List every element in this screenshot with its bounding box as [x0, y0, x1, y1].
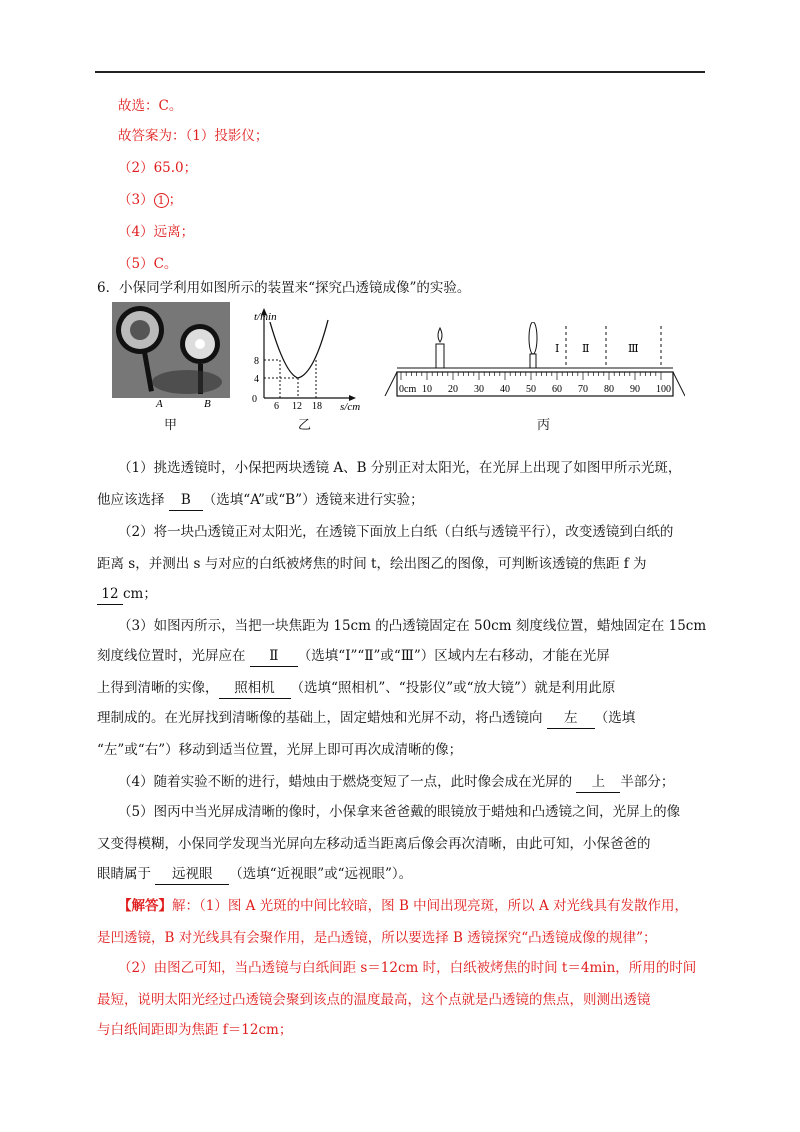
question-part	[97, 678, 615, 699]
ruler-label: 100	[656, 384, 671, 395]
yi-ytick: 4	[254, 374, 259, 385]
question-part	[97, 708, 635, 729]
question-part	[97, 490, 424, 511]
ruler-label: 60	[552, 384, 562, 395]
yi-xtick: 12	[292, 401, 302, 412]
yi-xtick: 18	[312, 401, 322, 412]
candle-icon	[436, 328, 444, 368]
answer-blank: 左	[547, 708, 595, 729]
question-part	[118, 772, 674, 793]
question-part: （5）图丙中当光屏成清晰的像时，小保拿来爸爸戴的眼镜放于蜡烛和凸透镜之间，光屏上的像	[118, 804, 681, 820]
yi-curve	[270, 320, 328, 378]
figure-jia	[112, 302, 230, 412]
answer-blank: 远视眼	[155, 864, 229, 885]
ruler-label: 40	[500, 384, 510, 395]
question-part	[97, 646, 610, 667]
question-text: 眼睛属于	[97, 866, 156, 882]
figure-caption-bing: 丙	[537, 418, 551, 433]
answer-line: （4）远离；	[118, 224, 195, 240]
question-text: 刻度线位置时，光屏应在	[97, 648, 250, 664]
solution-tag: 【解答】	[118, 898, 172, 914]
solution-line: （2）由图乙可知，当凸透镜与白纸间距 s＝12cm 时，白纸被烤焦的时间 t＝4min，所用的时间	[118, 960, 697, 976]
question-text: （选填“A”或“B”）透镜来进行实验；	[202, 492, 424, 508]
question-part: “左”或“右”）移动到适当位置，光屏上即可再次成清晰的像；	[97, 742, 463, 758]
answer-blank: B	[169, 490, 203, 511]
question-text: （选填“照相机”、“投影仪”或“放大镜”）就是利用此原	[290, 680, 616, 696]
convex-lens-icon	[529, 322, 537, 368]
answer-blank: 照相机	[219, 678, 291, 699]
circled-number: 1	[154, 193, 169, 208]
figure-caption-jia: 甲	[164, 418, 178, 433]
lens-label-a: A	[156, 398, 163, 410]
solution-line: 是凹透镜，B 对光线具有会聚作用，是凸透镜，所以要选择 B 透镜探究“凸透镜成像的规律”；	[97, 930, 657, 946]
solution-text: 解：（1）图 A 光斑的中间比较暗，图 B 中间出现亮斑，所以 A 对光线具有发散作用，	[172, 898, 689, 914]
answer-line: 故选：C。	[118, 98, 183, 114]
solution-line	[118, 896, 688, 916]
region-label: Ⅱ	[582, 343, 590, 355]
answer-text: （3）	[118, 192, 154, 208]
question-text: 上得到清晰的实像，	[97, 680, 219, 696]
figure-caption-yi: 乙	[298, 418, 312, 433]
ruler-label: 50	[526, 384, 536, 395]
question-text: 半部分；	[620, 774, 675, 790]
question-text: （4）随着实验不断的进行，蜡烛由于燃烧变短了一点，此时像会成在光屏的	[118, 774, 577, 790]
yi-xlabel: s/cm	[340, 401, 361, 413]
figure-yi-graph	[240, 302, 380, 414]
answer-line: （5）C。	[118, 256, 178, 272]
answer-blank: 上	[576, 772, 620, 793]
question-text: cm；	[123, 586, 157, 602]
answer-blank: 12	[97, 584, 123, 605]
question-text: （选填“近视眼”或“远视眼”）。	[229, 866, 413, 882]
ruler-label: 0cm	[399, 384, 417, 395]
ruler-label: 10	[422, 384, 432, 395]
answer-line: （2）65.0；	[118, 160, 198, 176]
solution-line: 与白纸间距即为焦距 f＝12cm；	[97, 1022, 293, 1038]
question-stem: 6．小保同学利用如图所示的装置来“探究凸透镜成像”的实验。	[97, 280, 471, 296]
answer-text: ；	[168, 192, 183, 208]
ruler-label: 70	[578, 384, 588, 395]
question-text: 他应该选择	[97, 492, 169, 508]
question-part: 又变得模糊，小保同学发现当光屏向左移动适当距离后像会再次清晰，由此可知，小保爸爸的	[97, 836, 651, 852]
lens-label-b: B	[204, 398, 211, 410]
figure-bing-bench	[383, 322, 685, 400]
question-part: （3）如图丙所示，当把一块焦距为 15cm 的凸透镜固定在 50cm 刻度线位置，蜡烛固定在 15cm	[118, 618, 707, 634]
ruler-label: 80	[604, 384, 614, 395]
question-part: 距离 s，并测出 s 与对应的白纸被烤焦的时间 t，绘出图乙的图像，可判断该透镜的焦距 f 为	[97, 556, 647, 572]
yi-ylabel: t/min	[254, 311, 277, 323]
yi-ytick: 8	[254, 356, 259, 367]
ruler-label: 90	[630, 384, 640, 395]
ruler-label: 20	[448, 384, 458, 395]
yi-xtick: 6	[274, 401, 279, 412]
question-part: （2）将一块凸透镜正对太阳光，在透镜下面放上白纸（白纸与透镜平行），改变透镜到白纸的	[118, 524, 674, 540]
question-part	[97, 864, 412, 885]
solution-line: 最短，说明太阳光经过凸透镜会聚到该点的温度最高，这个点就是凸透镜的焦点，则测出透镜	[97, 992, 651, 1008]
question-text: 理制成的。在光屏找到清晰像的基础上，固定蜡烛和光屏不动，将凸透镜向	[97, 710, 547, 726]
question-text: （选填	[594, 710, 636, 726]
yi-origin: 0	[252, 394, 257, 405]
region-label: Ⅲ	[628, 343, 639, 355]
answer-line: 故答案为：（1）投影仪；	[118, 128, 269, 144]
region-label: Ⅰ	[555, 343, 560, 355]
ruler-label: 30	[474, 384, 484, 395]
question-part: （1）挑选透镜时，小保把两块透镜 A、B 分别正对太阳光，在光屏上出现了如图甲所示光斑，	[118, 460, 682, 476]
question-part	[97, 584, 157, 605]
answer-blank: Ⅱ	[250, 646, 298, 667]
question-text: （选填“Ⅰ”“Ⅱ”或“Ⅲ”）区域内左右移动，才能在光屏	[297, 648, 610, 664]
header-rule	[95, 71, 705, 73]
answer-line	[118, 190, 182, 210]
